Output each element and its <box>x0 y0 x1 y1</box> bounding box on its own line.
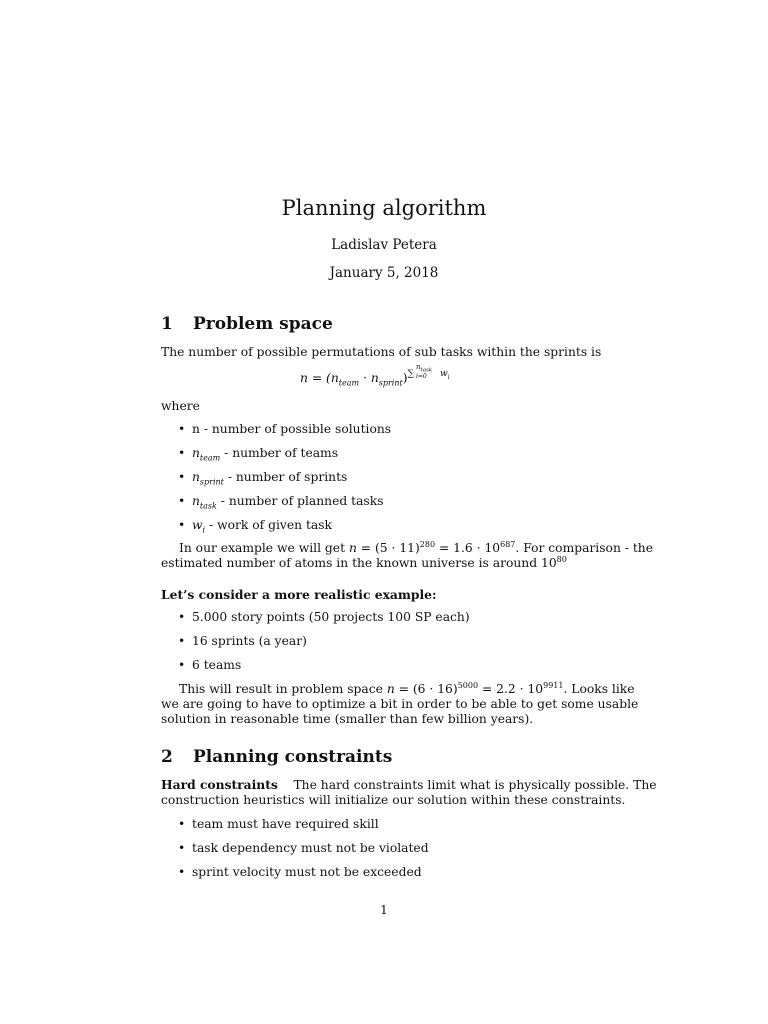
definition-symbol-sub: task <box>199 501 217 511</box>
section-title: Planning constraints <box>193 747 393 767</box>
formula-team: n <box>330 371 339 385</box>
bullet-dot: • <box>178 446 186 460</box>
sum-upper <box>416 363 432 371</box>
constraint-item-text: task dependency must not be violated <box>192 841 429 855</box>
definition-symbol: n <box>192 446 200 460</box>
bullet-dot: • <box>178 634 186 648</box>
sum-symbol: ∑ <box>407 369 414 379</box>
formula-close: ) <box>402 371 408 385</box>
definition-symbol-sub: i <box>202 525 206 535</box>
formula-sprint: n <box>370 371 379 385</box>
realistic-item-text: 5.000 story points (50 projects 100 SP each) <box>192 610 470 624</box>
definition-symbol: n <box>192 494 200 508</box>
example-text-c: estimated number of atoms in the known universe is around 10 <box>161 556 557 570</box>
paper-author: Ladislav Petera <box>331 237 437 253</box>
where-text: where <box>161 399 200 413</box>
realistic-item-text: 16 sprints (a year) <box>192 634 307 648</box>
definition-symbol-sub: sprint <box>199 477 224 487</box>
result-exp1: 5000 <box>457 680 479 690</box>
formula-exponent <box>407 362 450 381</box>
example-exp1: 280 <box>419 539 436 549</box>
realistic-item <box>178 610 470 625</box>
constraint-item <box>178 841 429 856</box>
example-exp3: 80 <box>556 554 567 564</box>
result-paragraph <box>161 680 639 727</box>
definition-text: - number of teams <box>220 446 339 460</box>
constraint-item <box>178 817 379 832</box>
example-line-1 <box>161 539 653 556</box>
bullet-dot: • <box>178 865 186 879</box>
sum-lower: i=0 <box>415 372 427 380</box>
bullet-dot: • <box>178 470 186 484</box>
definition-item <box>178 518 332 533</box>
permutation-formula <box>300 362 450 388</box>
formula-team-sub: team <box>338 378 360 388</box>
sum-upper-n: n <box>415 362 421 371</box>
formula-dot: · <box>359 371 371 385</box>
example-n: n <box>348 541 357 555</box>
formula-sprint-sub: sprint <box>378 378 403 388</box>
result-text-a: This will result in problem space <box>179 682 387 696</box>
bullet-dot: • <box>178 494 186 508</box>
formula-lhs: n = ( <box>300 371 331 385</box>
example-paragraph <box>161 539 653 571</box>
paper-date: January 5, 2018 <box>329 265 439 281</box>
example-text-b: . For comparison - the <box>515 541 653 555</box>
section-heading-problem-space <box>161 314 333 334</box>
section-heading-planning-constraints <box>161 747 392 767</box>
result-eq2: = 2.2 · 10 <box>478 682 544 696</box>
sum-w-sub: i <box>447 373 450 381</box>
bullet-dot: • <box>178 518 186 532</box>
definition-text: - number of sprints <box>223 470 348 484</box>
bullet-dot: • <box>178 658 186 672</box>
definition-text: - number of planned tasks <box>216 494 384 508</box>
page-number: 1 <box>380 903 388 917</box>
hard-line-2: construction heuristics will initialize our solution within these constraints. <box>161 793 626 807</box>
example-eq2: = 1.6 · 10 <box>435 541 501 555</box>
result-exp2: 9911 <box>543 680 564 690</box>
realistic-item <box>178 634 307 649</box>
result-line-3: solution in reasonable time (smaller than few billion years). <box>161 712 534 726</box>
example-line-2 <box>161 556 611 571</box>
bullet-dot: • <box>178 841 186 855</box>
hard-line-1 <box>161 777 657 793</box>
result-line-1 <box>161 680 635 697</box>
realistic-example-heading: Let’s consider a more realistic example: <box>161 587 437 602</box>
result-text-b: . Looks like <box>563 682 635 696</box>
section-number: 2 <box>161 747 173 767</box>
constraint-item-text: team must have required skill <box>192 817 379 831</box>
definition-symbol: w <box>192 518 203 532</box>
sum-limits <box>414 362 440 381</box>
sum-upper-sub: task <box>420 366 433 373</box>
hard-constraints-paragraph <box>161 777 657 808</box>
example-exp2: 687 <box>500 539 516 549</box>
example-eq1: = (5 · 11) <box>356 541 420 555</box>
realistic-item-text: 6 teams <box>192 658 242 672</box>
constraint-item-text: sprint velocity must not be exceeded <box>192 865 422 879</box>
hard-text-1: The hard constraints limit what is physically possible. The <box>293 778 657 792</box>
sum-w: w <box>439 369 448 379</box>
constraint-item <box>178 865 422 880</box>
result-n: n <box>386 682 395 696</box>
definition-item <box>178 470 347 485</box>
definition-text: - work of given task <box>205 518 332 532</box>
section-title: Problem space <box>193 314 333 334</box>
result-line-2: we are going to have to optimize a bit in order to be able to get some usable <box>161 697 639 711</box>
definition-symbol-sub: team <box>199 453 221 463</box>
paper-title: Planning algorithm <box>281 196 487 220</box>
definition-item <box>178 494 384 509</box>
example-text-a: In our example we will get <box>179 541 349 555</box>
bullet-dot: • <box>178 422 186 436</box>
result-eq1: = (6 · 16) <box>394 682 458 696</box>
definition-symbol: n <box>192 470 200 484</box>
definition-text: n - number of possible solutions <box>192 422 392 436</box>
section-number: 1 <box>161 314 173 334</box>
bullet-dot: • <box>178 610 186 624</box>
bullet-dot: • <box>178 817 186 831</box>
realistic-item <box>178 658 241 673</box>
hard-constraints-label: Hard constraints <box>161 777 278 792</box>
definition-item <box>178 422 391 437</box>
intro-paragraph: The number of possible permutations of sub tasks within the sprints is <box>161 345 602 359</box>
definition-item <box>178 446 338 461</box>
